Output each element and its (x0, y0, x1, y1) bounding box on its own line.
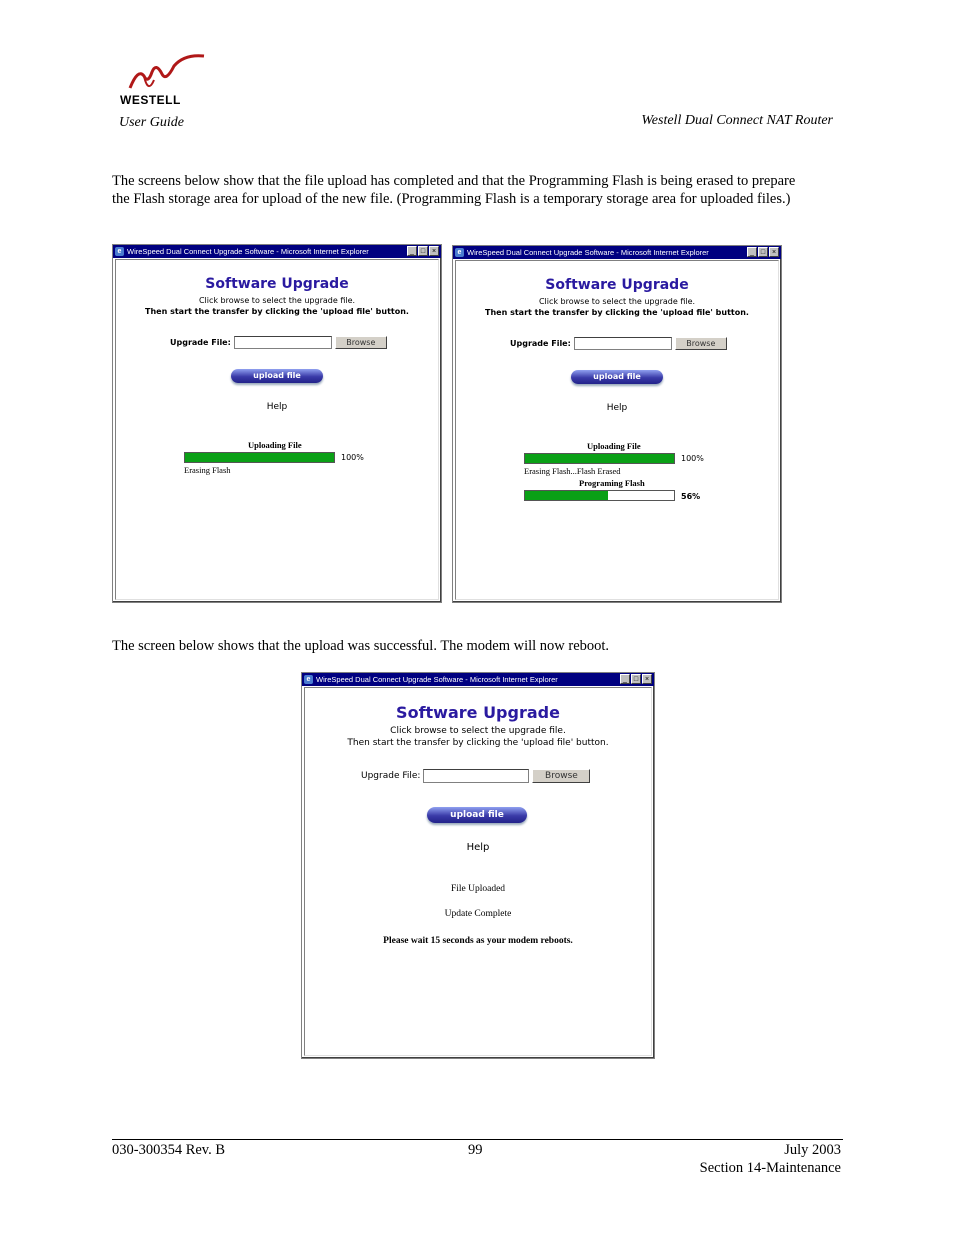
maximize-button[interactable]: □ (758, 247, 768, 257)
maximize-button[interactable]: □ (631, 674, 641, 684)
upload-progress-bar (524, 453, 675, 464)
programming-progress-fill (525, 491, 608, 500)
close-button[interactable]: × (429, 246, 439, 256)
upload-percent: 100% (341, 453, 364, 462)
file-row (510, 337, 727, 350)
header-right: Westell Dual Connect NAT Router (641, 113, 833, 128)
upload-file-button[interactable]: upload file (571, 370, 663, 384)
file-row (170, 336, 387, 349)
footer-date: July 2003 (784, 1142, 841, 1158)
close-button[interactable]: × (642, 674, 652, 684)
minimize-button[interactable]: _ (747, 247, 757, 257)
help-link[interactable]: Help (606, 403, 628, 413)
minimize-button[interactable]: _ (620, 674, 630, 684)
file-input[interactable] (234, 336, 332, 349)
instruction-line-2: Then start the transfer by clicking the 'upload file' button. (347, 738, 609, 748)
instruction-line-2: Then start the transfer by clicking the 'upload file' button. (145, 307, 409, 316)
page-content (115, 259, 439, 600)
ie-icon: e (455, 248, 464, 257)
title-bar (453, 246, 781, 259)
instruction-line-2: Then start the transfer by clicking the 'upload file' button. (485, 308, 749, 317)
browse-button[interactable]: Browse (335, 336, 387, 349)
uploading-label: Uploading File (587, 441, 641, 451)
browser-window-3 (301, 672, 655, 1059)
footer-page-number: 99 (468, 1142, 483, 1158)
brand-name: WESTELL (120, 93, 181, 107)
help-link[interactable]: Help (466, 842, 490, 853)
programming-label: Programing Flash (579, 478, 645, 488)
instruction-line-1: Click browse to select the upgrade file. (390, 726, 566, 736)
browser-window-2 (452, 245, 782, 603)
upload-progress-fill (185, 453, 334, 462)
ie-icon: e (304, 675, 313, 684)
footer-rule (112, 1139, 843, 1140)
upload-file-button[interactable]: upload file (427, 807, 527, 823)
footer-section: Section 14-Maintenance (699, 1160, 841, 1176)
browse-button[interactable]: Browse (675, 337, 727, 350)
instruction-line-1: Click browse to select the upgrade file. (538, 297, 696, 306)
status-text: Erasing Flash...Flash Erased (524, 466, 621, 476)
file-label: Upgrade File: (170, 338, 231, 347)
paragraph-1: The screens below show that the file upload has completed and that the Programming Flash is being erased to prepare the Flash storage area for upload of the new file. (Programming Flash is a temporary storage area for uploaded files.) (112, 173, 796, 207)
minimize-button[interactable]: _ (407, 246, 417, 256)
paragraph-2: The screen below shows that the upload was successful. The modem will now reboot. (112, 638, 610, 654)
programming-percent: 56% (681, 492, 701, 501)
upload-percent: 100% (681, 454, 704, 463)
page-content (455, 260, 779, 600)
browser-window-1 (112, 244, 442, 603)
page-content (304, 687, 652, 1056)
file-input[interactable] (423, 769, 529, 783)
window-title: WireSpeed Dual Connect Upgrade Software - Microsoft Internet Explorer (467, 248, 709, 257)
window-title: WireSpeed Dual Connect Upgrade Software - Microsoft Internet Explorer (316, 675, 558, 684)
header-left: User Guide (119, 115, 184, 130)
programming-progress-bar (524, 490, 675, 501)
title-bar (113, 245, 441, 258)
close-button[interactable]: × (769, 247, 779, 257)
footer-doc-id: 030-300354 Rev. B (112, 1142, 226, 1158)
file-label: Upgrade File: (510, 339, 571, 348)
file-row (361, 769, 590, 783)
page-title: Software Upgrade (396, 703, 560, 722)
upload-progress-fill (525, 454, 674, 463)
upload-progress-bar (184, 452, 335, 463)
upload-file-button[interactable]: upload file (231, 369, 323, 383)
update-complete-message: Update Complete (444, 909, 512, 919)
reboot-message: Please wait 15 seconds as your modem reboots. (383, 936, 573, 946)
maximize-button[interactable]: □ (418, 246, 428, 256)
window-title: WireSpeed Dual Connect Upgrade Software - Microsoft Internet Explorer (127, 247, 369, 256)
title-bar (302, 673, 654, 686)
file-input[interactable] (574, 337, 672, 350)
file-uploaded-message: File Uploaded (450, 884, 506, 894)
browse-button[interactable]: Browse (532, 769, 590, 783)
page-title: Software Upgrade (205, 276, 349, 292)
file-label: Upgrade File: (361, 771, 421, 781)
uploading-label: Uploading File (248, 440, 302, 450)
status-text: Erasing Flash (184, 465, 231, 475)
instruction-line-1: Click browse to select the upgrade file. (198, 296, 356, 305)
page-title: Software Upgrade (545, 277, 689, 293)
help-link[interactable]: Help (266, 402, 288, 412)
ie-icon: e (115, 247, 124, 256)
